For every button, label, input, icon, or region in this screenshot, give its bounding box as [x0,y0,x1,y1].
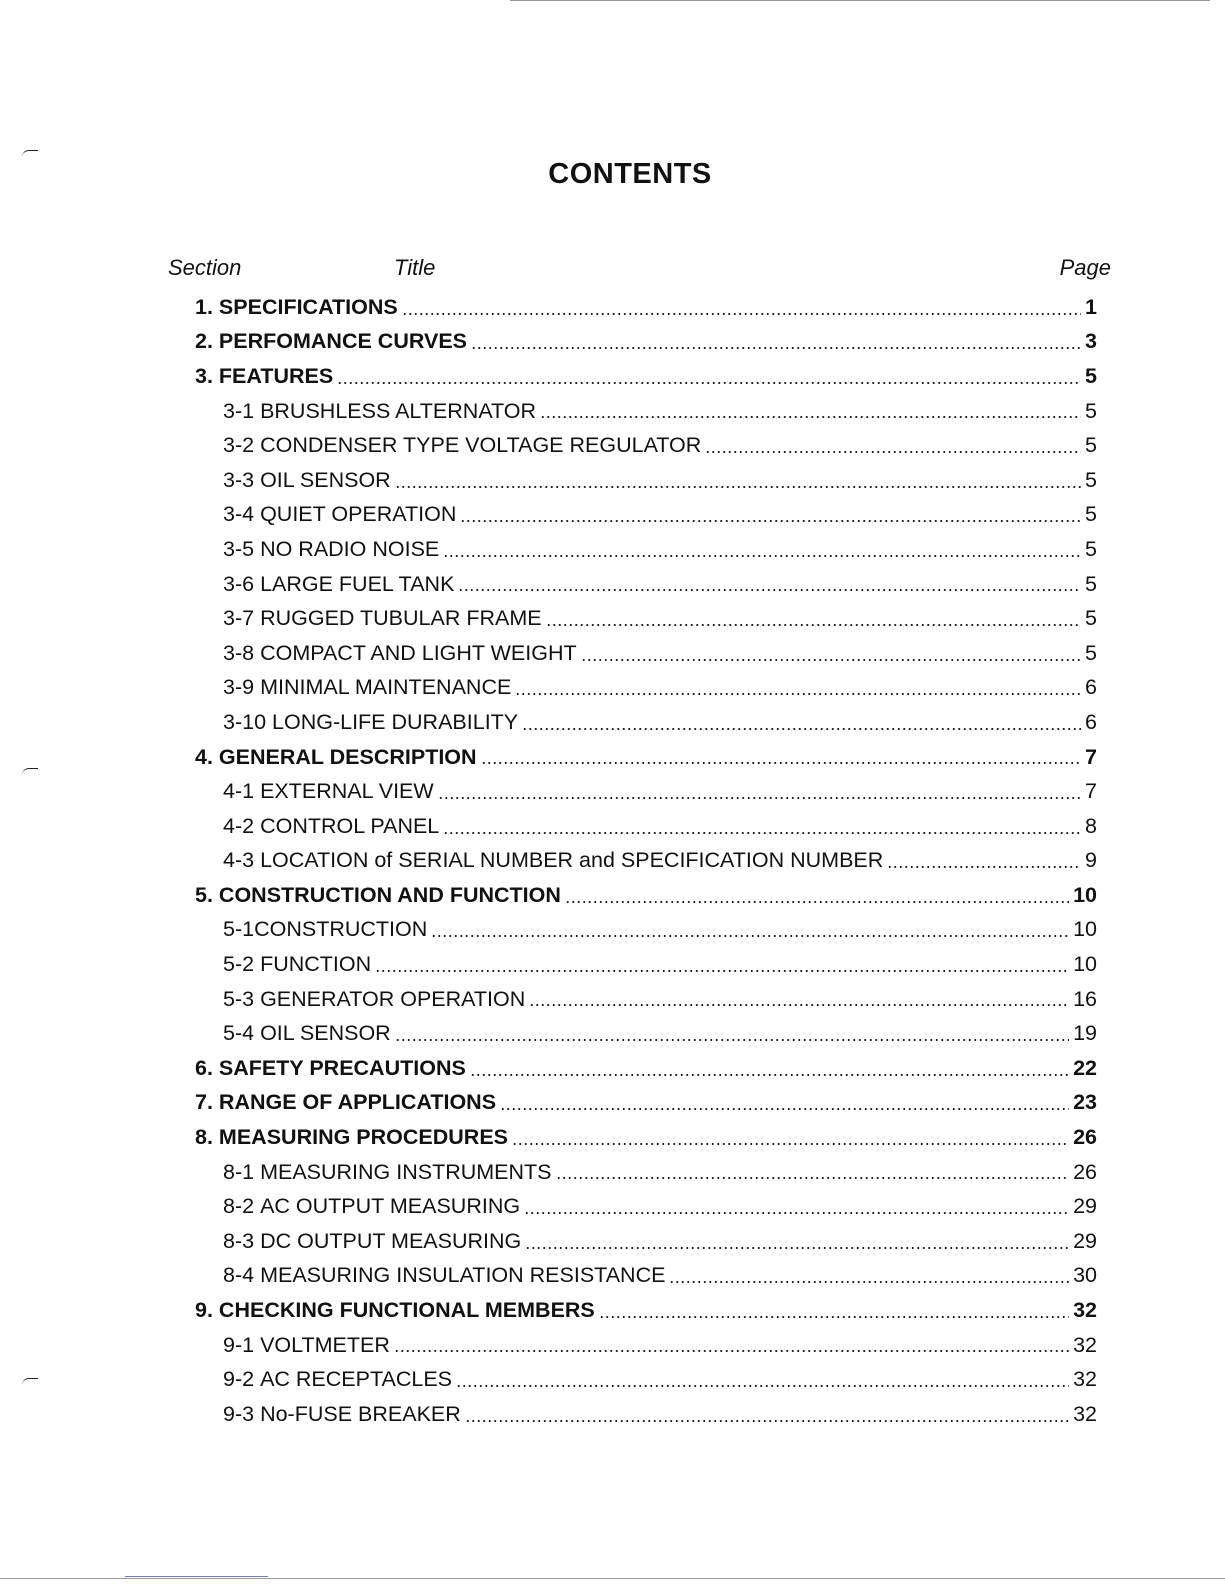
toc-entry-label: LONG-LIFE DURABILITY [272,709,519,734]
toc-subsection-entry [195,1224,1097,1259]
toc-entry-page: 5 [1085,398,1097,423]
dot-leader [456,1378,1069,1388]
toc-entry-label: DC OUTPUT MEASURING [260,1228,522,1253]
toc-entry-label: CONTROL PANEL [260,813,440,838]
toc-entry-page: 5 [1085,433,1097,458]
toc-entry-number: 3-7 [223,606,255,631]
toc-subsection-entry [195,532,1097,567]
toc-entry-label: NO RADIO NOISE [260,536,440,561]
toc-entry-page: 7 [1085,744,1097,769]
dot-leader [337,375,1081,385]
toc-entry-label: MEASURING INSULATION RESISTANCE [260,1263,666,1288]
toc-entry-page: 19 [1073,1021,1097,1046]
toc-entry-label: FEATURES [218,363,334,388]
toc-entry-label: GENERATOR OPERATION [260,986,526,1011]
toc-entry-number: 3-9 [223,675,255,700]
toc-entry-page: 5 [1085,467,1097,492]
toc-subsection-entry [195,636,1097,671]
dot-leader [512,1136,1069,1146]
dot-leader [540,409,1081,419]
toc-entry-page: 9 [1085,848,1097,873]
toc-subsection-entry [195,1016,1097,1051]
toc-header [168,255,1111,283]
toc-entry-number: 3-2 [223,433,255,458]
toc-entry-page: 32 [1073,1401,1097,1426]
scan-edge-top [510,0,1210,1]
toc-subsection-entry [195,1259,1097,1294]
toc-entry-page: 26 [1073,1159,1097,1184]
toc-entry-page: 5 [1085,571,1097,596]
toc-entry-page: 8 [1085,813,1097,838]
dot-leader [443,548,1081,558]
toc-entry-number: 8-1 [223,1159,255,1184]
dot-leader [599,1309,1069,1319]
toc-entry-number: 7. [195,1090,213,1115]
toc-entry-label: CONSTRUCTION [254,917,428,942]
toc-entry-page: 5 [1085,363,1097,388]
toc-subsection-entry [195,1189,1097,1224]
toc-entry-label: AC OUTPUT MEASURING [260,1194,521,1219]
dot-leader [395,1032,1069,1042]
toc-entry-number: 3. [195,363,213,388]
toc-entry-number: 3-6 [223,571,255,596]
binder-hole-mark [22,1378,38,1385]
toc-entry-page: 10 [1073,882,1097,907]
toc-entry-number: 1. [195,294,213,319]
toc-subsection-entry [195,947,1097,982]
toc-entry-page: 29 [1073,1228,1097,1253]
toc-subsection-entry [195,498,1097,533]
toc-entry-number: 4-3 [223,848,255,873]
toc-entry-label: FUNCTION [260,952,372,977]
dot-leader [431,928,1069,938]
toc-entry-number: 6. [195,1055,213,1080]
toc-entry-label: BRUSHLESS ALTERNATOR [260,398,537,423]
scan-edge-bottom [0,1578,1225,1579]
toc-entry-number: 5-3 [223,986,255,1011]
toc-entry-label: EXTERNAL VIEW [260,779,434,804]
toc-entry-page: 5 [1085,536,1097,561]
toc-entry-page: 22 [1073,1055,1097,1080]
toc-subsection-entry [195,463,1097,498]
toc-subsection-entry [195,567,1097,602]
toc-entry-number: 9-2 [223,1367,255,1392]
toc-entry-number: 4-1 [223,779,255,804]
dot-leader [375,963,1069,973]
toc-entry-page: 5 [1085,606,1097,631]
toc-section-entry [195,1086,1097,1121]
dot-leader [887,859,1081,869]
binder-hole-mark [22,768,38,775]
toc-entry-number: 9-1 [223,1332,255,1357]
toc-entry-page: 6 [1085,709,1097,734]
dot-leader [515,686,1081,696]
toc-entry-label: AC RECEPTACLES [260,1367,453,1392]
toc-entry-number: 3-5 [223,536,255,561]
toc-section-entry [195,1120,1097,1155]
toc-entry-number: 3-10 [223,709,267,734]
toc-entry-number: 5-2 [223,952,255,977]
toc-entry-number: 8-4 [223,1263,255,1288]
toc-entry-number: 3-4 [223,502,255,527]
toc-entry-number: 9. [195,1298,213,1323]
toc-entry-page: 32 [1073,1332,1097,1357]
toc-entry-page: 23 [1073,1090,1097,1115]
toc-entry-number: 2. [195,329,213,354]
toc-entry-page: 29 [1073,1194,1097,1219]
toc-entry-number: 3-3 [223,467,255,492]
toc-entry-label: RUGGED TUBULAR FRAME [260,606,542,631]
toc-subsection-entry [195,671,1097,706]
dot-leader [471,340,1081,350]
dot-leader [500,1101,1069,1111]
toc-entry-label: OIL SENSOR [260,467,391,492]
toc-entry-number: 8-3 [223,1228,255,1253]
toc-entry-page: 3 [1085,329,1097,354]
dot-leader [438,790,1081,800]
toc-entry-label: QUIET OPERATION [260,502,457,527]
dot-leader [465,1413,1069,1423]
toc-entry-label: MEASURING PROCEDURES [218,1125,509,1150]
toc-subsection-entry [195,1155,1097,1190]
toc-entry-label: CHECKING FUNCTIONAL MEMBERS [218,1298,595,1323]
header-section: Section [168,255,242,280]
toc-entry-label: CONDENSER TYPE VOLTAGE REGULATOR [260,433,702,458]
toc-entry-number: 4-2 [223,813,255,838]
toc-entry-label: No-FUSE BREAKER [260,1401,461,1426]
scan-edge-link [125,1576,268,1577]
toc-entry-page: 5 [1085,640,1097,665]
toc-subsection-entry [195,1362,1097,1397]
table-of-contents [195,290,1097,1432]
toc-entry-label: SPECIFICATIONS [218,294,398,319]
toc-entry-page: 5 [1085,502,1097,527]
toc-entry-label: SAFETY PRECAUTIONS [218,1055,466,1080]
toc-entry-label: COMPACT AND LIGHT WEIGHT [260,640,577,665]
toc-subsection-entry [195,982,1097,1017]
toc-subsection-entry [195,1397,1097,1432]
toc-entry-label: GENERAL DESCRIPTION [218,744,477,769]
header-title: Title [394,255,436,280]
toc-entry-page: 10 [1073,917,1097,942]
toc-entry-number: 3-1 [223,398,255,423]
dot-leader [460,513,1081,523]
toc-entry-number: 5-4 [223,1021,255,1046]
dot-leader [525,1240,1069,1250]
toc-entry-label: VOLTMETER [260,1332,390,1357]
toc-entry-label: MINIMAL MAINTENANCE [260,675,512,700]
toc-entry-page: 6 [1085,675,1097,700]
toc-entry-number: 5. [195,882,213,907]
dot-leader [522,721,1081,731]
toc-entry-number: 8-2 [223,1194,255,1219]
toc-entry-label: OIL SENSOR [260,1021,391,1046]
dot-leader [395,479,1081,489]
binder-hole-mark [22,150,38,157]
toc-entry-label: MEASURING INSTRUMENTS [260,1159,552,1184]
dot-leader [443,825,1081,835]
toc-section-entry [195,359,1097,394]
toc-subsection-entry [195,428,1097,463]
dot-leader [458,582,1081,592]
toc-subsection-entry [195,809,1097,844]
toc-entry-page: 32 [1073,1367,1097,1392]
toc-entry-page: 7 [1085,779,1097,804]
toc-subsection-entry [195,913,1097,948]
toc-subsection-entry [195,1328,1097,1363]
header-page: Page [1059,255,1111,280]
toc-entry-page: 32 [1073,1298,1097,1323]
toc-subsection-entry [195,394,1097,429]
toc-subsection-entry [195,844,1097,879]
toc-section-entry [195,1051,1097,1086]
toc-entry-label: PERFOMANCE CURVES [218,329,468,354]
toc-section-entry [195,740,1097,775]
toc-entry-label: LARGE FUEL TANK [260,571,455,596]
dot-leader [556,1170,1070,1180]
dot-leader [546,617,1081,627]
toc-entry-page: 26 [1073,1125,1097,1150]
toc-entry-page: 10 [1073,952,1097,977]
toc-section-entry [195,878,1097,913]
toc-section-entry [195,325,1097,360]
dot-leader [529,997,1069,1007]
toc-subsection-entry [195,705,1097,740]
dot-leader [524,1205,1069,1215]
toc-subsection-entry [195,601,1097,636]
toc-entry-label: RANGE OF APPLICATIONS [218,1090,497,1115]
dot-leader [470,1067,1069,1077]
dot-leader [565,894,1069,904]
dot-leader [669,1274,1069,1284]
toc-entry-page: 1 [1085,294,1097,319]
toc-entry-number: 8. [195,1125,213,1150]
toc-entry-number: 3-8 [223,640,255,665]
toc-entry-number: 4. [195,744,213,769]
dot-leader [402,306,1081,316]
toc-entry-number: 5-1 [223,917,255,942]
toc-subsection-entry [195,774,1097,809]
dot-leader [581,652,1081,662]
dot-leader [481,755,1081,765]
dot-leader [705,444,1081,454]
toc-entry-number: 9-3 [223,1401,255,1426]
dot-leader [394,1343,1069,1353]
page-title: CONTENTS [548,158,712,190]
toc-entry-label: LOCATION of SERIAL NUMBER and SPECIFICATION NUMBER [260,848,884,873]
toc-entry-label: CONSTRUCTION AND FUNCTION [218,882,561,907]
toc-section-entry [195,1293,1097,1328]
toc-entry-page: 16 [1073,986,1097,1011]
toc-section-entry [195,290,1097,325]
toc-entry-page: 30 [1073,1263,1097,1288]
